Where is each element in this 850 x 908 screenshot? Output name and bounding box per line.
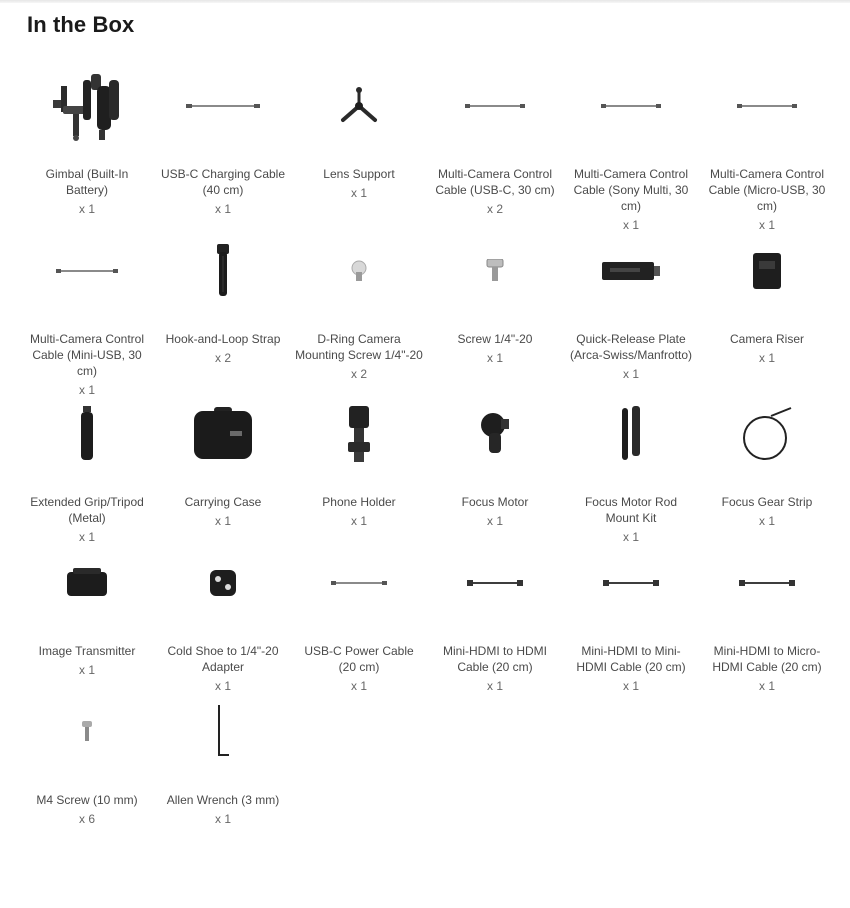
item-quantity: x 1 <box>758 679 775 693</box>
box-item <box>563 60 699 233</box>
cable-icon <box>331 579 387 587</box>
item-name: Image Transmitter <box>38 644 136 658</box>
box-item <box>427 537 563 694</box>
box-item <box>563 225 699 398</box>
item-name: Mini-HDMI to HDMI Cable (20 cm) <box>443 644 547 674</box>
item-name: Focus Motor <box>461 495 529 509</box>
item-name: Carrying Case <box>184 495 262 509</box>
item-quantity: x 1 <box>758 514 775 528</box>
carrying-case-icon <box>194 407 252 461</box>
section-title: In the Box <box>27 12 135 37</box>
item-quantity: x 1 <box>622 367 639 381</box>
gimbal-icon <box>47 68 127 144</box>
box-item <box>291 388 427 545</box>
item-name: Screw 1/4"-20 <box>457 332 533 346</box>
cold-shoe-adapter-icon <box>210 570 236 596</box>
phone-holder-icon <box>346 406 372 462</box>
item-quantity: x 1 <box>350 514 367 528</box>
box-item <box>155 686 291 827</box>
item-quantity: x 1 <box>214 812 231 826</box>
item-name: Allen Wrench (3 mm) <box>166 793 280 807</box>
item-quantity: x 1 <box>486 351 503 365</box>
quick-release-plate-icon <box>602 260 660 282</box>
box-item <box>19 537 155 694</box>
lens-support-icon <box>337 86 381 126</box>
grip-tripod-icon <box>79 406 95 462</box>
in-the-box-grid <box>19 60 835 827</box>
box-item <box>291 225 427 398</box>
box-item <box>291 537 427 694</box>
item-name: Gimbal (Built-In Battery) <box>45 167 129 197</box>
item-quantity: x 1 <box>486 679 503 693</box>
item-name: Phone Holder <box>322 495 396 509</box>
box-item <box>699 60 835 233</box>
item-quantity: x 1 <box>78 530 95 544</box>
box-item <box>699 388 835 545</box>
cable-icon <box>186 102 260 110</box>
item-name: M4 Screw (10 mm) <box>36 793 138 807</box>
item-quantity: x 1 <box>758 351 775 365</box>
item-name: Mini-HDMI to Micro-HDMI Cable (20 cm) <box>712 644 822 674</box>
box-item <box>291 60 427 233</box>
item-name: Cold Shoe to 1/4"-20 Adapter <box>167 644 279 674</box>
item-name: USB-C Charging Cable (40 cm) <box>160 167 286 197</box>
item-quantity: x 2 <box>486 202 503 216</box>
screw-icon <box>485 259 505 283</box>
item-quantity: x 1 <box>214 202 231 216</box>
box-item <box>427 225 563 398</box>
item-name: Focus Gear Strip <box>721 495 813 509</box>
hdmi-cable-icon <box>467 579 523 587</box>
items-row <box>19 686 835 827</box>
item-name: Focus Motor Rod Mount Kit <box>584 495 678 525</box>
image-transmitter-icon <box>67 568 107 598</box>
box-item <box>19 60 155 233</box>
items-row <box>19 388 835 545</box>
item-quantity: x 1 <box>78 202 95 216</box>
item-name: Camera Riser <box>729 332 804 346</box>
box-item <box>427 388 563 545</box>
item-quantity: x 1 <box>214 679 231 693</box>
gear-strip-icon <box>741 406 793 462</box>
item-quantity: x 1 <box>622 530 639 544</box>
box-item <box>699 537 835 694</box>
focus-motor-icon <box>479 411 511 457</box>
strap-icon <box>213 244 233 298</box>
item-name: Multi-Camera Control Cable (Sony Multi, 30 cm) <box>573 167 689 213</box>
hdmi-cable-icon <box>603 579 659 587</box>
items-row <box>19 225 835 398</box>
items-row <box>19 537 835 694</box>
box-item <box>155 537 291 694</box>
item-name: Multi-Camera Control Cable (Mini-USB, 30 cm) <box>29 332 145 378</box>
allen-wrench-icon <box>215 705 231 759</box>
box-item <box>563 388 699 545</box>
items-row <box>19 60 835 233</box>
item-name: Hook-and-Loop Strap <box>165 332 281 346</box>
item-name: Quick-Release Plate (Arca-Swiss/Manfrotto) <box>569 332 693 362</box>
box-item <box>155 60 291 233</box>
box-item <box>427 60 563 233</box>
item-quantity: x 1 <box>78 383 95 397</box>
cable-icon <box>56 267 118 275</box>
rod-mount-kit-icon <box>620 406 642 462</box>
item-quantity: x 2 <box>214 351 231 365</box>
box-item <box>155 388 291 545</box>
item-quantity: x 1 <box>350 186 367 200</box>
camera-riser-icon <box>753 253 781 289</box>
item-name: Lens Support <box>323 167 395 181</box>
hdmi-cable-icon <box>739 579 795 587</box>
item-quantity: x 1 <box>486 514 503 528</box>
item-quantity: x 6 <box>78 812 95 826</box>
m4-screw-icon <box>81 721 93 743</box>
item-name: Extended Grip/Tripod (Metal) <box>30 495 144 525</box>
item-name: Mini-HDMI to Mini-HDMI Cable (20 cm) <box>576 644 686 674</box>
item-quantity: x 1 <box>350 679 367 693</box>
item-quantity: x 2 <box>350 367 367 381</box>
item-quantity: x 1 <box>214 514 231 528</box>
top-divider <box>0 0 850 3</box>
d-ring-screw-icon <box>348 260 370 282</box>
box-item <box>19 388 155 545</box>
box-item <box>155 225 291 398</box>
box-item <box>699 225 835 398</box>
item-quantity: x 1 <box>622 218 639 232</box>
cable-icon <box>465 102 525 110</box>
box-item <box>19 686 155 827</box>
item-name: USB-C Power Cable (20 cm) <box>304 644 414 674</box>
item-name: Multi-Camera Control Cable (USB-C, 30 cm) <box>435 167 555 197</box>
box-item <box>563 537 699 694</box>
item-quantity: x 1 <box>78 663 95 677</box>
item-quantity: x 1 <box>622 679 639 693</box>
item-name: Multi-Camera Control Cable (Micro-USB, 30 cm) <box>708 167 826 213</box>
box-item <box>19 225 155 398</box>
item-name: D-Ring Camera Mounting Screw 1/4"-20 <box>295 332 423 362</box>
cable-icon <box>737 102 797 110</box>
item-quantity: x 1 <box>758 218 775 232</box>
cable-icon <box>601 102 661 110</box>
